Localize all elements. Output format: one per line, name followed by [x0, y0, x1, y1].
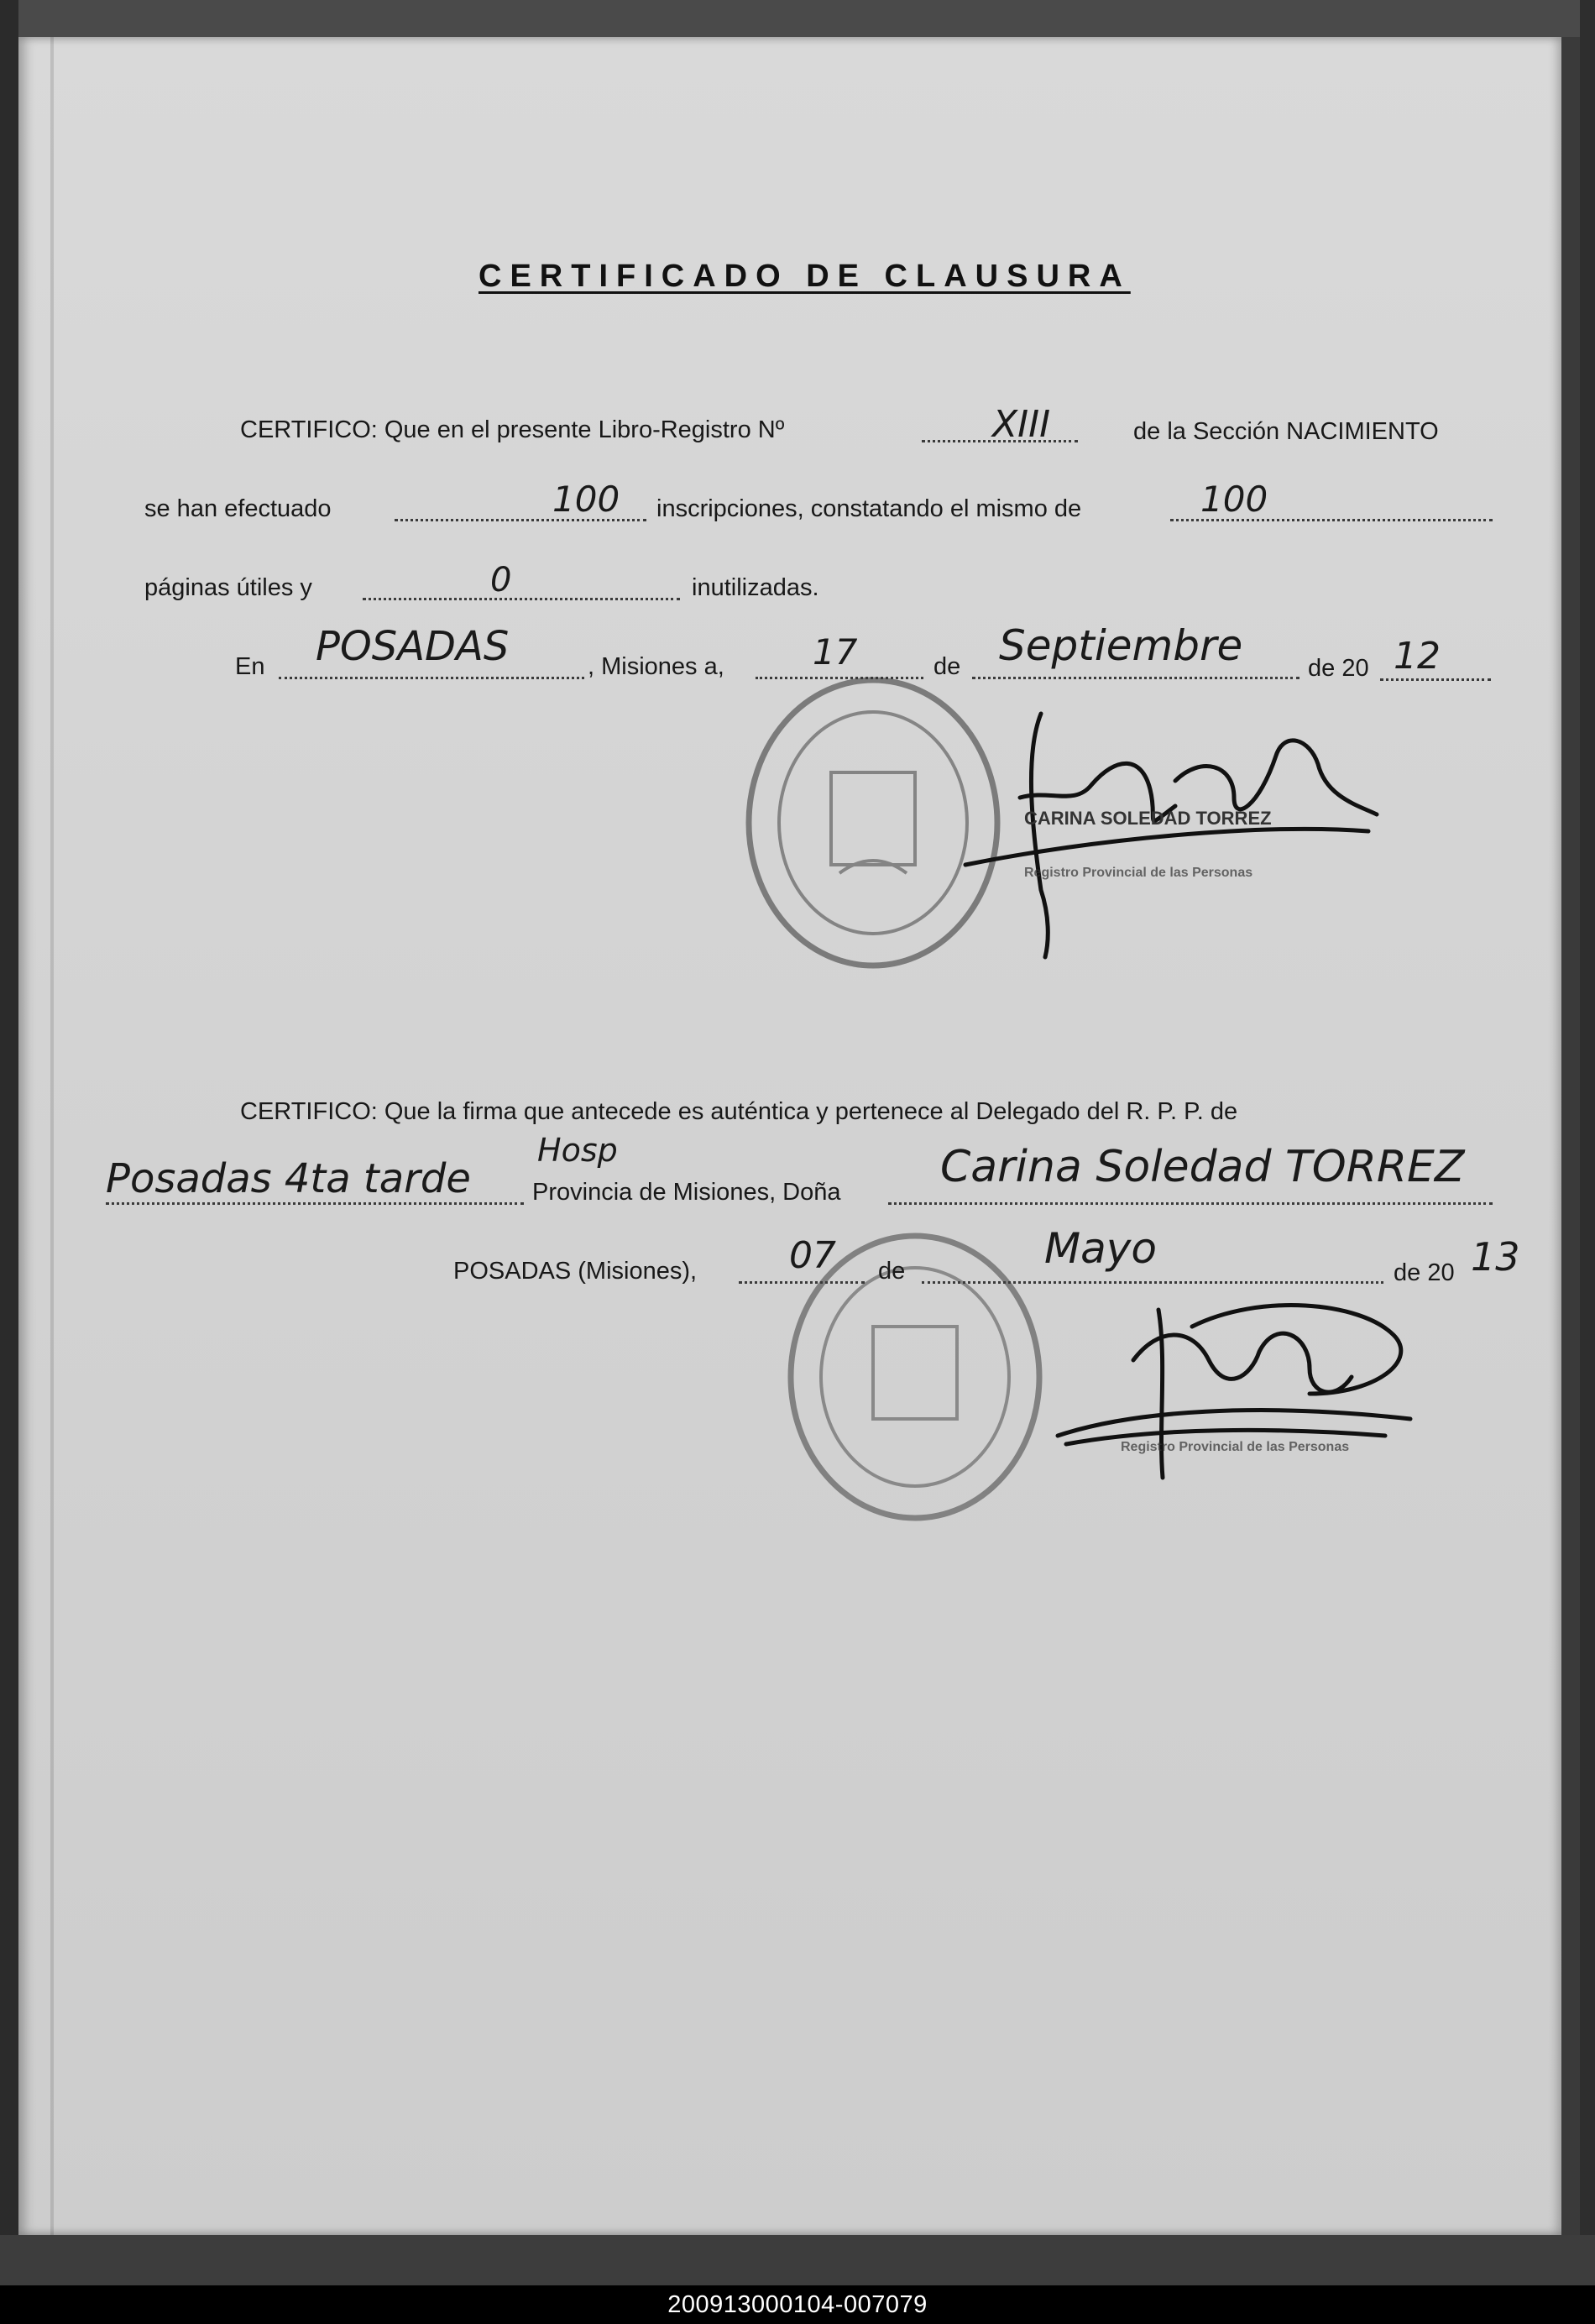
b2-line3-de20: de 20 — [1394, 1259, 1455, 1286]
b1-inutilizadas: 0 — [490, 561, 512, 599]
signature1-org: Registro Provincial de las Personas — [1024, 866, 1253, 880]
b1-dia: 17 — [813, 631, 858, 673]
document-title: CERTIFICADO DE CLAUSURA — [478, 259, 1131, 294]
b1-line4-misiones: , Misiones a, — [588, 653, 724, 680]
b1-anio: 12 — [1394, 635, 1441, 678]
b1-line2-middle: inscripciones, constatando el mismo de — [656, 495, 1082, 522]
b1-paginas: 100 — [1200, 479, 1268, 520]
b2-mes-dots — [922, 1281, 1383, 1284]
b2-dia-dots — [739, 1281, 865, 1284]
b2-nombre: Carina Soledad TORREZ — [940, 1142, 1465, 1192]
b2-hw-above: Hosp — [537, 1132, 618, 1169]
b2-line3-de: de — [878, 1258, 906, 1285]
b2-dia: 07 — [789, 1234, 836, 1277]
b2-line1: CERTIFICO: Que la firma que antecede es auténtica y pertenece al Delegado del R. P. P. de — [240, 1098, 1238, 1125]
b1-line3-suffix: inutilizadas. — [692, 574, 819, 601]
b1-line1-prefix: CERTIFICO: Que en el presente Libro-Registro Nº — [240, 416, 785, 443]
b2-delegacion: Posadas 4ta tarde — [106, 1155, 471, 1202]
b2-anio: 13 — [1471, 1234, 1520, 1280]
b2-line2-provincia: Provincia de Misiones, Doña — [532, 1179, 841, 1206]
official-stamp-1 — [749, 680, 997, 966]
signature-1 — [965, 714, 1377, 957]
b2-line3-posadas: POSADAS (Misiones), — [453, 1258, 698, 1285]
caption-bar — [0, 2285, 1595, 2324]
b1-lugar: POSADAS — [316, 623, 510, 670]
b1-line4-en: En — [235, 653, 265, 680]
b1-line2-prefix: se han efectuado — [144, 495, 332, 522]
b1-libro-numero: XIII — [992, 403, 1051, 446]
b1-line3-prefix: páginas útiles y — [144, 574, 312, 601]
image-id-caption: 200913000104-007079 — [667, 2290, 928, 2318]
b2-mes: Mayo — [1044, 1224, 1157, 1273]
signature1-name: CARINA SOLEDAD TORREZ — [1024, 808, 1272, 829]
official-stamp-2 — [791, 1236, 1039, 1518]
b1-inscripciones: 100 — [552, 479, 620, 520]
b2-delegacion-dots — [106, 1202, 524, 1205]
b2-nombre-dots — [888, 1202, 1493, 1205]
b1-mes: Septiembre — [999, 621, 1243, 670]
b1-line4-de20: de 20 — [1308, 655, 1369, 682]
b1-line1-suffix: de la Sección NACIMIENTO — [1133, 418, 1439, 445]
b1-line4-de: de — [933, 653, 961, 680]
signature2-org: Registro Provincial de las Personas — [1121, 1440, 1350, 1454]
